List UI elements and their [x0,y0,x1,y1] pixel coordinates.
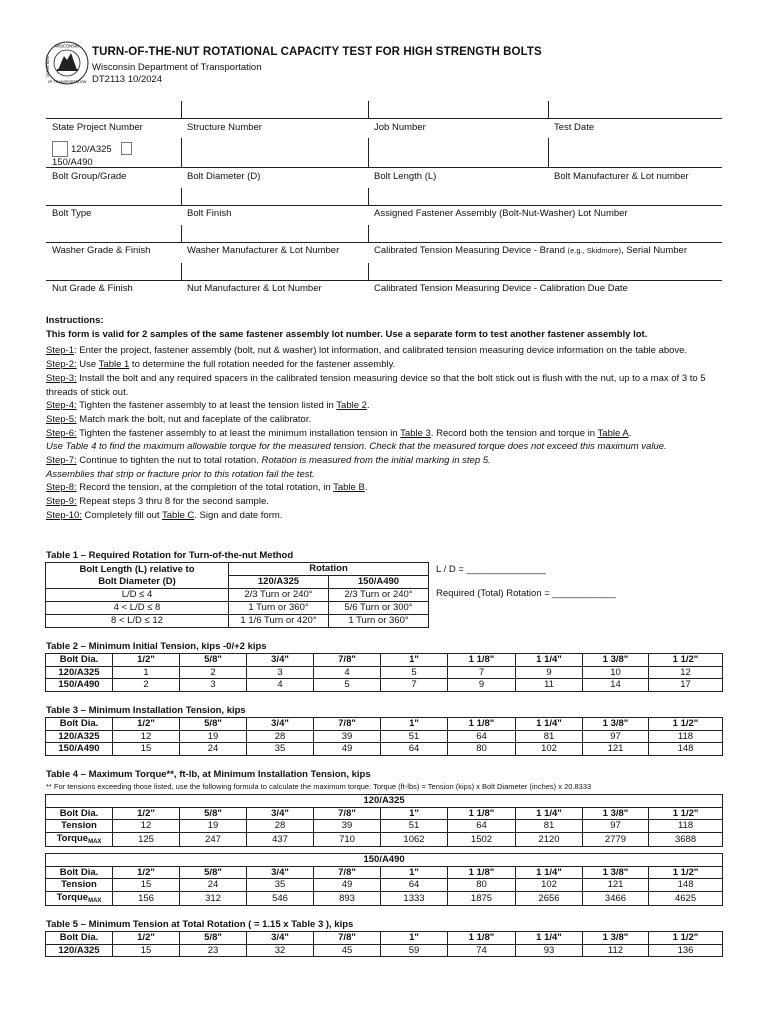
strip-fracture-note: Assemblies that strip or fracture prior to this rotation fail the test. [46,468,315,480]
table4-a325-header: Bolt Dia. 1/2" 5/8" 3/4" 7/8" 1" 1 1/8" 1 1/4" 1 3/8" 1 1/2" [46,807,723,820]
step-8: Step-8: Record the tension, at the completion of the total rotation, in Table B. [46,482,368,494]
instructions [46,314,722,523]
table-row: Torque$_{MAX}$ 156 312 546 893 1333 1875 2656 3466 4625 [46,891,723,906]
table1 [45,562,429,628]
table-row: 8 < L/D ≤ 12 1 1/6 Turn or 420° 1 Turn or 360° [46,615,429,628]
step-9: Step-9: Repeat steps 3 thru 8 for the second sample. [46,496,269,508]
torque-check-note: Use Table 4 to find the maximum allowable torque for the measured tension. Check that the measured torque does not exceed this maximum value. [46,441,667,453]
step-4: Step-4: Tighten the fastener assembly to at least the tension listed in Table 2. [46,400,370,412]
seal-left-text: DEPARTMENT [46,55,50,77]
device-brand-serial-label: Calibrated Tension Measuring Device - Brand (e.g., Skidmore), Serial Number [374,245,687,256]
table5 [45,931,723,957]
instructions-note: This form is valid for 2 samples of the same fastener assembly lot number. Use a separate form to test another fastener assembly lot. [46,328,648,340]
table-row: 150/A490 2 3 4 5 7 9 11 14 17 [46,679,723,692]
step-5: Step-5: Match mark the bolt, nut and faceplate of the calibrator. [46,413,312,425]
form-title: TURN-OF-THE-NUT ROTATIONAL CAPACITY TEST FOR HIGH STRENGTH BOLTS [92,46,542,58]
ld-entry[interactable]: L / D = _______________ [436,564,546,575]
form-id: DT2113 10/2024 [92,74,163,85]
job-number-label: Job Number [374,122,426,133]
seal-top-text: WISCONSIN [54,43,80,49]
state-project-number-label: State Project Number [52,122,143,133]
bolt-type-label: Bolt Type [52,208,92,219]
agency-name: Wisconsin Department of Transportation [92,62,262,73]
structure-number-label: Structure Number [187,122,262,133]
table4-a325-grade: 120/A325 [46,795,723,808]
bolt-diameter-label: Bolt Diameter (D) [187,171,261,182]
table4-note: ** For tensions exceeding those listed, use the following formula to calculate the maximum torque: Torque (ft-lbs) = Tension (kips) x Bolt Diameter (inches) x 20.8333 [46,782,592,791]
bolt-finish-label: Bolt Finish [187,208,232,219]
test-date-label: Test Date [554,122,595,133]
fastener-lot-label: Assigned Fastener Assembly (Bolt-Nut-Washer) Lot Number [374,208,628,219]
calibration-due-date-label: Calibrated Tension Measuring Device - Calibration Due Date [374,283,628,294]
grade-a490-checkbox[interactable] [121,142,132,155]
table1-grade-a490: 150/A490 [329,576,429,589]
table3-caption: Table 3 – Minimum Installation Tension, kips [46,705,246,716]
table-row: 120/A325 1 2 3 4 5 7 9 10 12 [46,666,723,679]
table-row: Tension 15 24 35 49 64 80 102 121 148 [46,879,723,892]
table3 [45,717,723,756]
table2 [45,653,723,692]
table1-grade-a325: 120/A325 [229,576,329,589]
step-7: Step-7: Continue to tighten the nut to total rotation. Rotation is measured from the initial marking in step 5. [46,455,491,467]
table1-rotation-head: Rotation [229,563,429,576]
grade-a490-option: 150/A490 [52,157,93,168]
table-row: Tension 12 19 28 39 51 64 81 97 118 [46,820,723,833]
table2-header: Bolt Dia. 1/2" 5/8" 3/4" 7/8" 1" 1 1/8" 1 1/4" 1 3/8" 1 1/2" [46,654,723,667]
table2-caption: Table 2 – Minimum Initial Tension, kips -0/+2 kips [46,641,267,652]
table-row: 150/A490 15 24 35 49 64 80 102 121 148 [46,743,723,756]
table-row: 120/A325 15 23 32 45 59 74 93 112 136 [46,944,723,957]
seal-bottom-text: OF TRANSPORTATION [47,80,87,84]
grade-a325-option: 120/A325 [71,144,112,155]
table4-caption: Table 4 – Maximum Torque**, ft-lb, at Minimum Installation Tension, kips [46,769,371,780]
table5-header: Bolt Dia. 1/2" 5/8" 3/4" 7/8" 1" 1 1/8" 1 1/4" 1 3/8" 1 1/2" [46,932,723,945]
table4-a490-header: Bolt Dia. 1/2" 5/8" 3/4" 7/8" 1" 1 1/8" 1 1/4" 1 3/8" 1 1/2" [46,866,723,879]
step-6: Step-6: Tighten the fastener assembly to at least the minimum installation tension in Table 3. Record both the tension and torque in Table A. [46,427,632,439]
bolt-length-label: Bolt Length (L) [374,171,437,182]
nut-manufacturer-label: Nut Manufacturer & Lot Number [187,283,322,294]
washer-grade-label: Washer Grade & Finish [52,245,151,256]
nut-grade-label: Nut Grade & Finish [52,283,133,294]
table-row: 4 < L/D ≤ 8 1 Turn or 360° 5/6 Turn or 300° [46,602,429,615]
required-rotation-entry[interactable]: Required (Total) Rotation = ____________ [436,588,616,599]
grade-a325-checkbox[interactable] [52,141,68,157]
washer-manufacturer-label: Washer Manufacturer & Lot Number [187,245,340,256]
bolt-manufacturer-label: Bolt Manufacturer & Lot number [554,171,689,182]
table5-caption: Table 5 – Minimum Tension at Total Rotation ( = 1.15 x Table 3 ), kips [46,919,354,930]
step-2: Step-2: Use Table 1 to determine the full rotation needed for the fastener assembly. [46,359,396,371]
table4-a490 [45,853,723,906]
step-10: Step-10: Completely fill out Table C. Sign and date form. [46,509,283,521]
table4-a490-grade: 150/A490 [46,854,723,867]
table-row: 120/A325 12 19 28 39 51 64 81 97 118 [46,730,723,743]
table-row: Torque$_{MAX}$ 125 247 437 710 1062 1502 2120 2779 3688 [46,832,723,847]
step-1: Step-1: Enter the project, fastener assembly (bolt, nut & washer) lot information, and calibrated tension measuring device information on the table above. [46,345,688,357]
table4-a325 [45,794,723,847]
table1-col-head: Bolt Length (L) relative to Bolt Diameter (D) [46,563,229,589]
table1-caption: Table 1 – Required Rotation for Turn-of-the-nut Method [46,550,294,561]
instructions-heading: Instructions: [46,315,104,326]
bolt-group-grade-label: Bolt Group/Grade [52,171,127,182]
table3-header: Bolt Dia. 1/2" 5/8" 3/4" 7/8" 1" 1 1/8" 1 1/4" 1 3/8" 1 1/2" [46,718,723,731]
step-3: Step-3: Install the bolt and any required spacers in the calibrated tension measuring device so that the bolt stick out is flush with the nut, up to a max of 3 to 5 threads of stick out. [46,372,706,398]
table-row: L/D ≤ 4 2/3 Turn or 240° 2/3 Turn or 240° [46,589,429,602]
wisdot-seal [44,40,90,86]
